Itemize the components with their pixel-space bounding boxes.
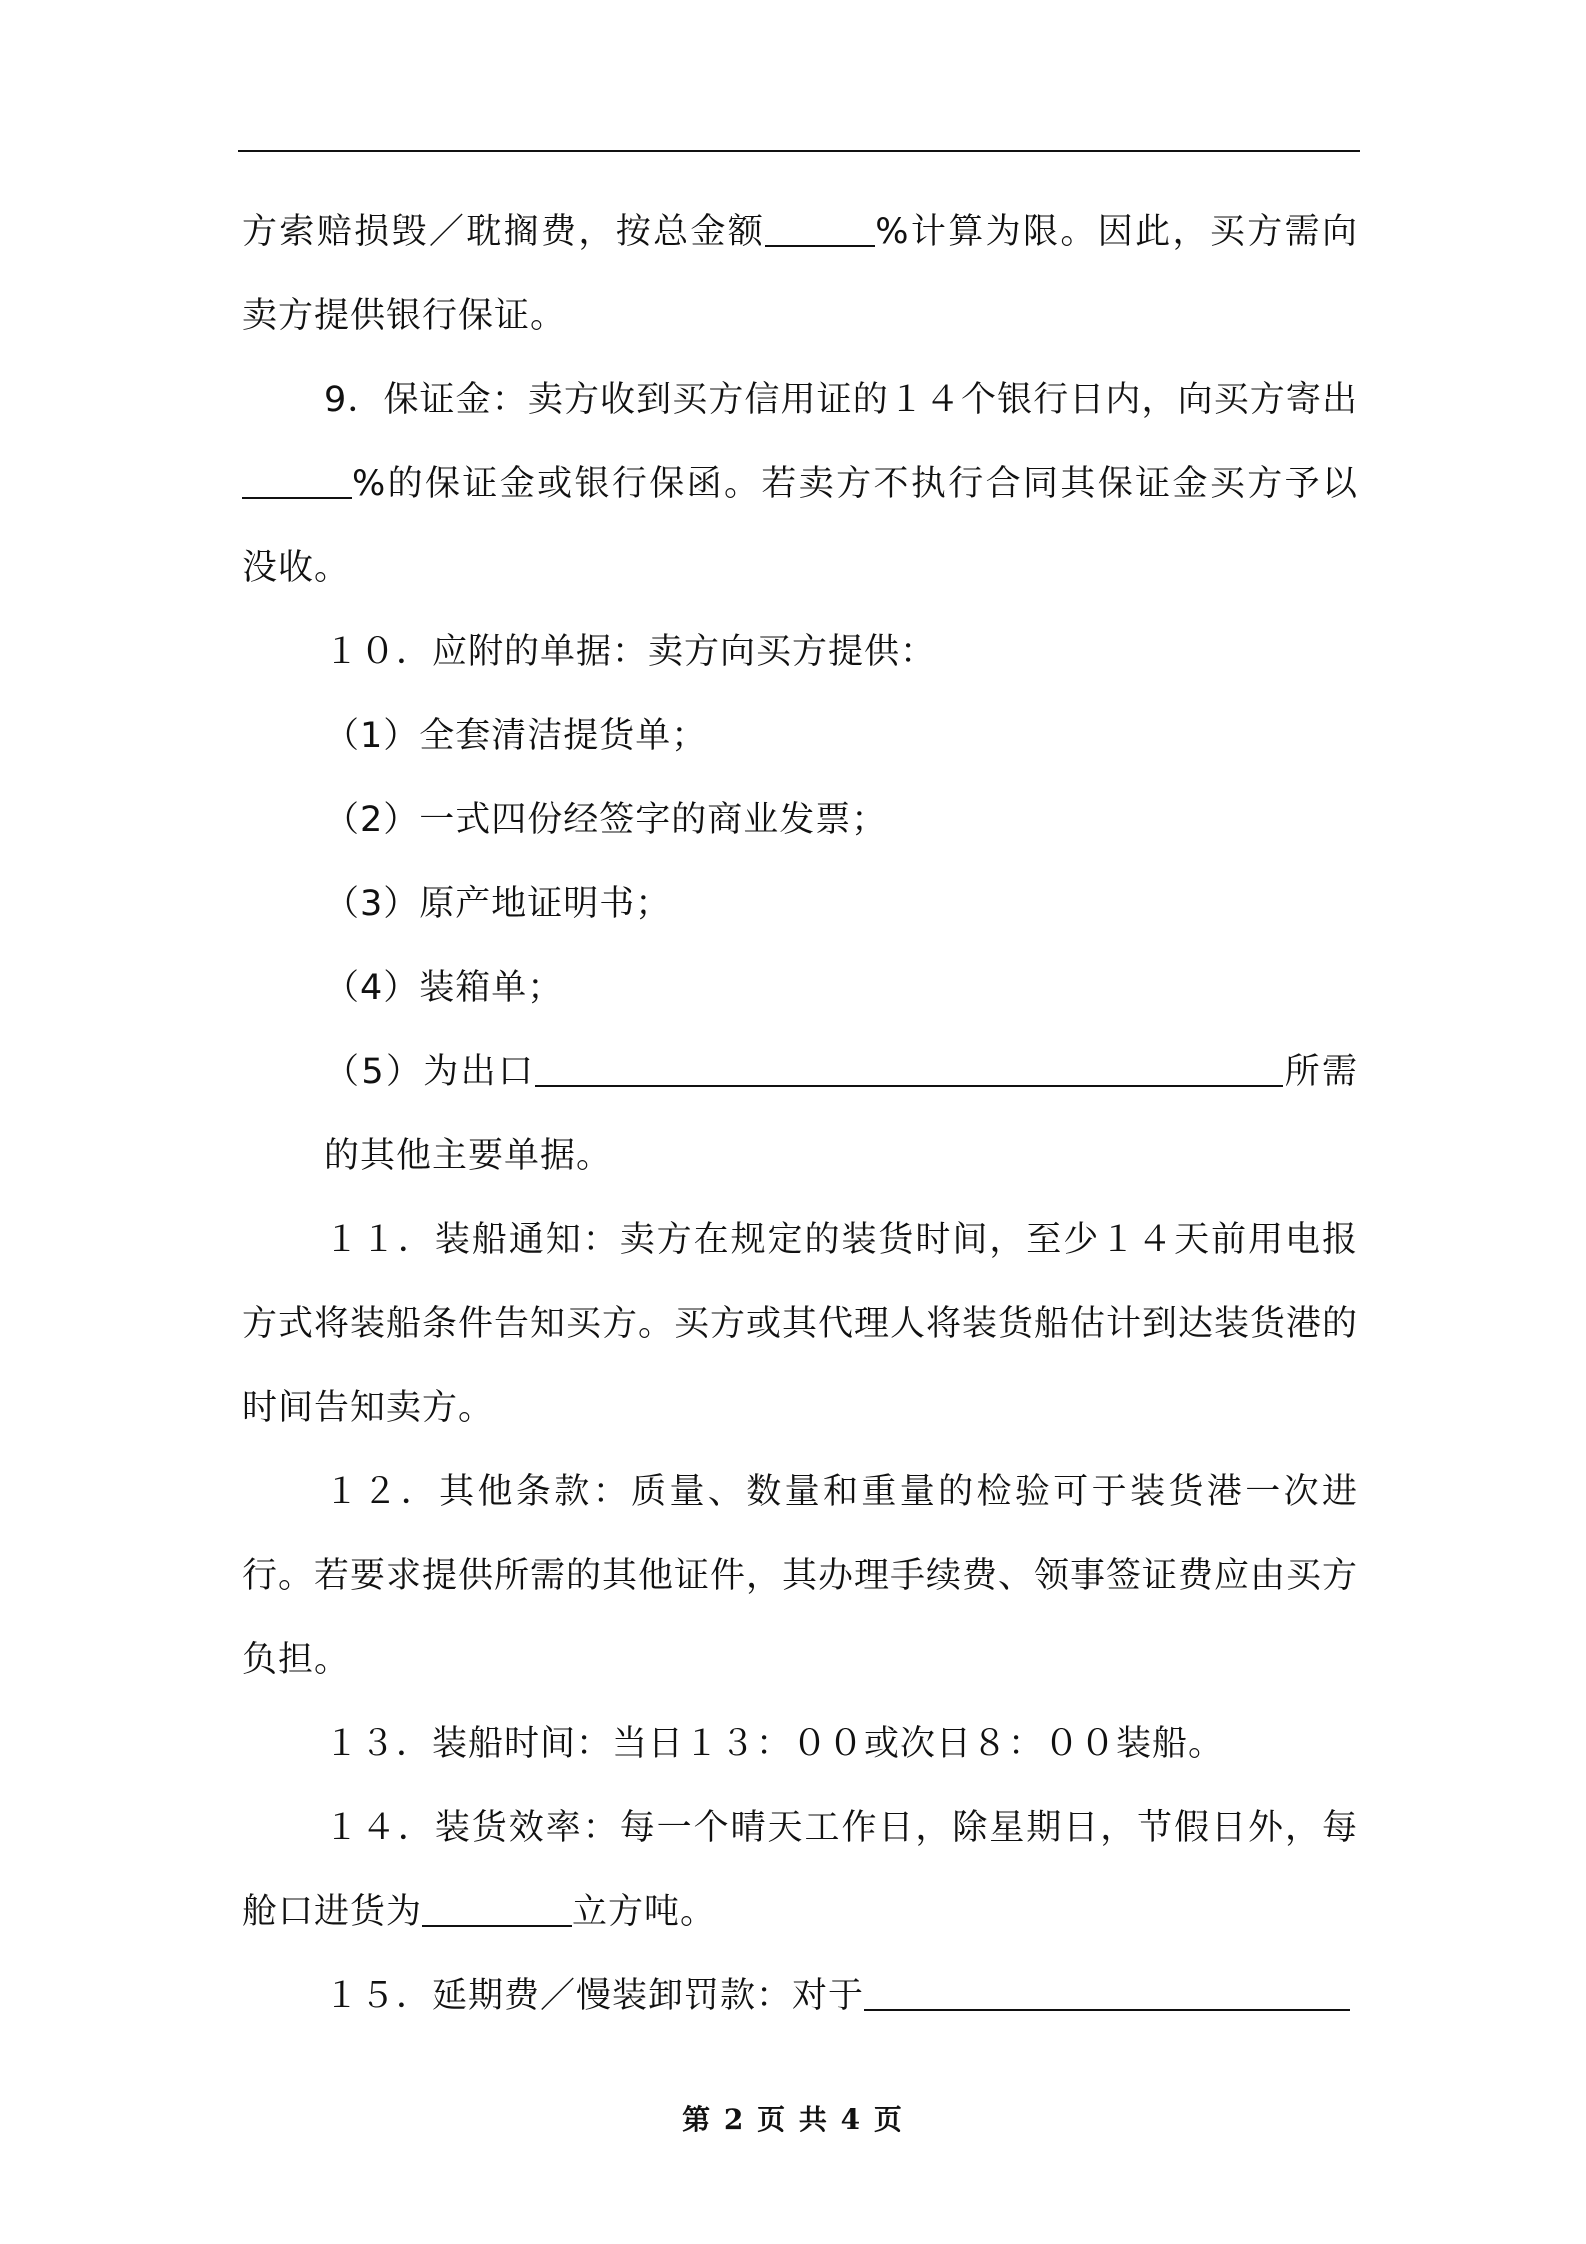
paragraph-12-other-terms: １２．其他条款：质量、数量和重量的检验可于装货港一次进行。若要求提供所需的其他证件，其办理手续费、领事签证费应由买方负担。 <box>242 1472 1359 1680</box>
list-item-3: （3）原产地证明书； <box>324 884 672 924</box>
blank-loading-rate <box>422 1890 572 1927</box>
paragraph-10-documents: １０．应附的单据：卖方向买方提供： <box>324 632 937 672</box>
list-item-2: （2）一式四份经签字的商业发票； <box>324 800 888 840</box>
blank-deposit-percentage <box>242 462 352 499</box>
blank-export-country <box>535 1050 1283 1087</box>
blank-percentage <box>765 210 875 247</box>
paragraph-9-deposit: 9．保证金：卖方收到买方信用证的１４个银行日内，向买方寄出%的保证金或银行保函。若卖方不执行合同其保证金买方予以没收。 <box>242 380 1358 588</box>
blank-demurrage <box>864 1974 1350 2011</box>
list-item-5: （5）为出口 所需的其他主要单据。 <box>324 1052 1358 1176</box>
document-body <box>242 190 1358 2038</box>
paragraph-15-demurrage: １５．延期费／慢装卸罚款：对于 <box>242 1954 1358 2038</box>
paragraph-11-shipment-notice: １１．装船通知：卖方在规定的装货时间，至少１４天前用电报方式将装船条件告知买方。买方或其代理人将装货船估计到达装货港的时间告知卖方。 <box>242 1220 1359 1428</box>
list-item-4: （4）装箱单； <box>324 968 564 1008</box>
paragraph-14-loading-rate: １４．装货效率：每一个晴天工作日，除星期日，节假日外，每舱口进货为 立方吨。 <box>242 1808 1358 1932</box>
list-item-1: （1）全套清洁提货单； <box>324 716 708 756</box>
paragraph-compensation-limit: 方索赔损毁／耽搁费，按总金额 %计算为限。因此，买方需向卖方提供银行保证。 <box>242 212 1358 336</box>
header-rule <box>238 150 1360 152</box>
paragraph-13-loading-time: １３．装船时间：当日１３：００或次日８：００装船。 <box>324 1724 1225 1764</box>
page-number: 第 2 页 共 4 页 <box>682 2103 904 2136</box>
